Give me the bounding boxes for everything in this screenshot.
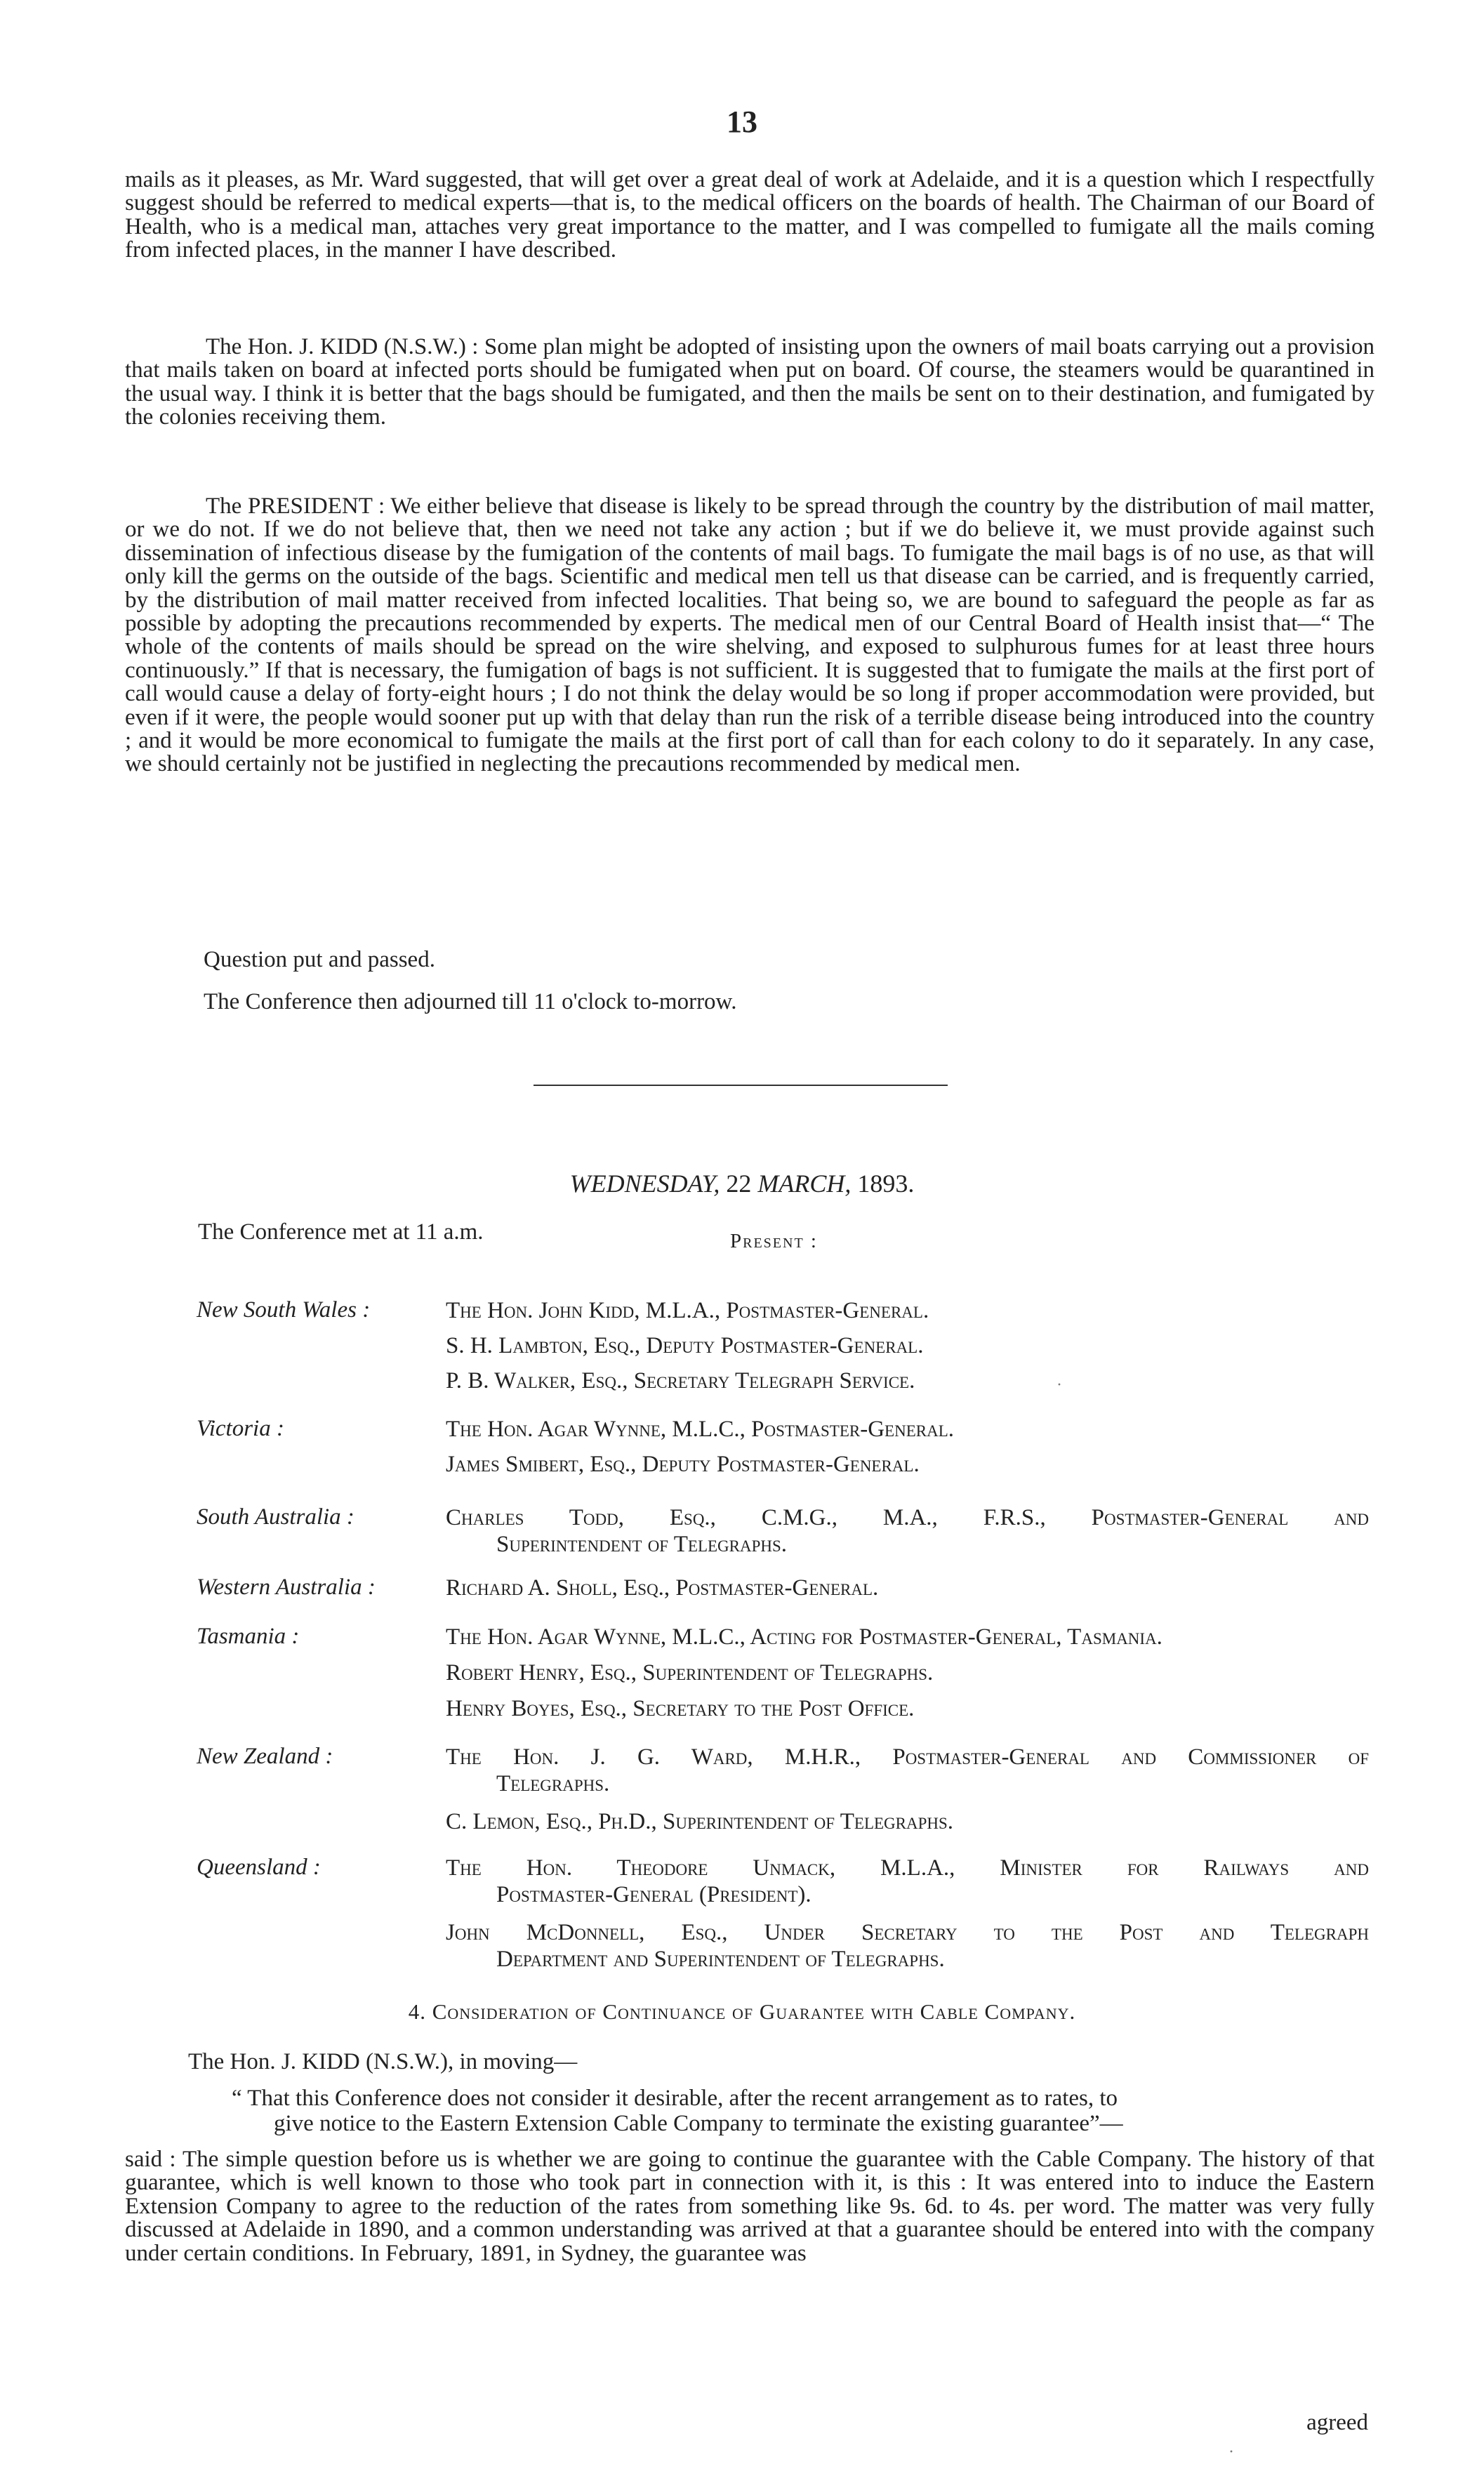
motion-line-2: give notice to the Eastern Extension Cable Company to terminate the existing guarantee”— [274,2111,1123,2136]
moving-line: The Hon. J. KIDD (N.S.W.), in moving— [188,2049,578,2074]
date-year: 1893. [857,1170,915,1198]
member-qld-2-cont: Department and Superintendent of Telegraphs. [496,1947,945,1972]
region-western-australia: Western Australia : [197,1575,376,1600]
date-month: MARCH, [757,1170,852,1198]
date-day: 22 [726,1170,752,1198]
region-victoria: Victoria : [197,1416,284,1441]
marginal-mark: · [1056,1376,1062,1394]
member-sa-1-cont: Superintendent of Telegraphs. [496,1532,788,1557]
member-tas-1: The Hon. Agar Wynne, M.L.C., Acting for Postmaster-General, Tasmania. [446,1624,1162,1650]
paragraph-kidd: The Hon. J. KIDD (N.S.W.) : Some plan might be adopted of insisting upon the owners of mail boats carrying out a provision that mails taken on board at infected ports should be fumigated when put on board. Of course, the steamers would be quarantined in the usual way. I think it is better that the bags should be fumigated, and then the mails be sent on to their destination, and fumigated by the colonies receiving them. [125,334,1374,430]
member-wa-1: Richard A. Sholl, Esq., Postmaster-General. [446,1575,879,1601]
present-heading: Present : [730,1230,818,1252]
region-tasmania: Tasmania : [197,1624,300,1649]
marginal-mark: · [1228,2443,1234,2461]
member-qld-1-cont: Postmaster-General (President). [496,1882,811,1907]
motion-line-1: “ That this Conference does not consider it desirable, after the recent arrangement as to rates, to [232,2086,1118,2111]
member-nz-1: The Hon. J. G. Ward, M.H.R., Postmaster-General and Commissioner of [446,1744,1369,1770]
member-qld-2: John McDonnell, Esq., Under Secretary to the Post and Telegraph [446,1920,1369,1945]
section-divider [534,1085,948,1086]
paragraph-final: said : The simple question before us is whether we are going to continue the guarantee with the Cable Company. The history of that guarantee, which is well known to those who took part in connection with it, is this : It was entered into to induce the Eastern Extension Company to agree to the reduction of the rates from something like 9s. 6d. to 4s. per word. The matter was very fully discussed at Adelaide in 1890, and a common understanding was arrived at that a guarantee should be entered into with the company under certain conditions. In February, 1891, in Sydney, the guarantee was [125,2147,1374,2266]
region-queensland: Queensland : [197,1855,321,1880]
met-line: The Conference met at 11 a.m. [198,1219,484,1245]
region-south-australia: South Australia : [197,1504,355,1530]
page-number: 13 [727,105,757,139]
member-nz-2: C. Lemon, Esq., Ph.D., Superintendent of Telegraphs. [446,1809,954,1834]
member-vic-2: James Smibert, Esq., Deputy Postmaster-General. [446,1452,920,1477]
session-date [0,1169,1484,1198]
adjourn-line: The Conference then adjourned till 11 o'clock to-morrow. [204,989,737,1014]
date-weekday: WEDNESDAY, [569,1170,720,1198]
region-new-south-wales: New South Wales : [197,1297,371,1323]
member-sa-1: Charles Todd, Esq., C.M.G., M.A., F.R.S., Postmaster-General and [446,1505,1369,1530]
member-nz-1-cont: Telegraphs. [496,1771,610,1796]
member-qld-1: The Hon. Theodore Unmack, M.L.A., Minister for Railways and [446,1855,1369,1881]
catchword: agreed [1306,2410,1368,2435]
question-line: Question put and passed. [204,947,435,972]
member-tas-2: Robert Henry, Esq., Superintendent of Telegraphs. [446,1660,934,1685]
paragraph-president: The PRESIDENT : We either believe that disease is likely to be spread through the country by the distribution of mail matter, or we do not. If we do not believe that, then we need not take any action ; but if we do believe it, we must provide against such dissemination of infectious disease by the fumigation of the contents of mail bags. To fumigate the mail bags is of no use, as that will only kill the germs on the outside of the bags. Scientific and medical men tell us that disease can be carried, and is frequently carried, by the distribution of mail matter received from infected localities. That being so, we are bound to safeguard the people as far as possible by adopting the precautions recommended by experts. The medical men of our Central Board of Health insist that—“ The whole of the contents of mails should be spread on the wire shelving, and exposed to sulphurous fumes for at least three hours continuously.” If that is necessary, the fumigation of bags is not sufficient. It is suggested that to fumigate the mails at the first port of call would cause a delay of forty-eight hours ; I do not think the delay would be so long if proper accommodation were provided, but even if it were, the people would sooner put up with that delay than run the risk of a terrible disease being introduced into the country ; and it would be more economical to fumigate the mails at the first port of call than for each colony to do it separately. In any case, we should certainly not be justified in neglecting the precautions recommended by medical men. [125,493,1374,777]
member-nsw-2: S. H. Lambton, Esq., Deputy Postmaster-General. [446,1333,924,1358]
section-heading: 4. Consideration of Continuance of Guarantee with Cable Company. [408,1999,1076,2024]
region-new-zealand: New Zealand : [197,1744,333,1769]
member-vic-1: The Hon. Agar Wynne, M.L.C., Postmaster-General. [446,1417,955,1442]
member-nsw-3: P. B. Walker, Esq., Secretary Telegraph Service. [446,1368,915,1393]
member-tas-3: Henry Boyes, Esq., Secretary to the Post Office. [446,1696,915,1721]
member-nsw-1: The Hon. John Kidd, M.L.A., Postmaster-General. [446,1298,929,1323]
paragraph-1: mails as it pleases, as Mr. Ward suggested, that will get over a great deal of work at Adelaide, and it is a question which I respectfully suggest should be referred to medical experts—that is, to the medical officers on the boards of health. The Chairman of our Board of Health, who is a medical man, attaches very great importance to the matter, and I was compelled to fumigate all the mails coming from infected places, in the manner I have described. [125,167,1374,263]
